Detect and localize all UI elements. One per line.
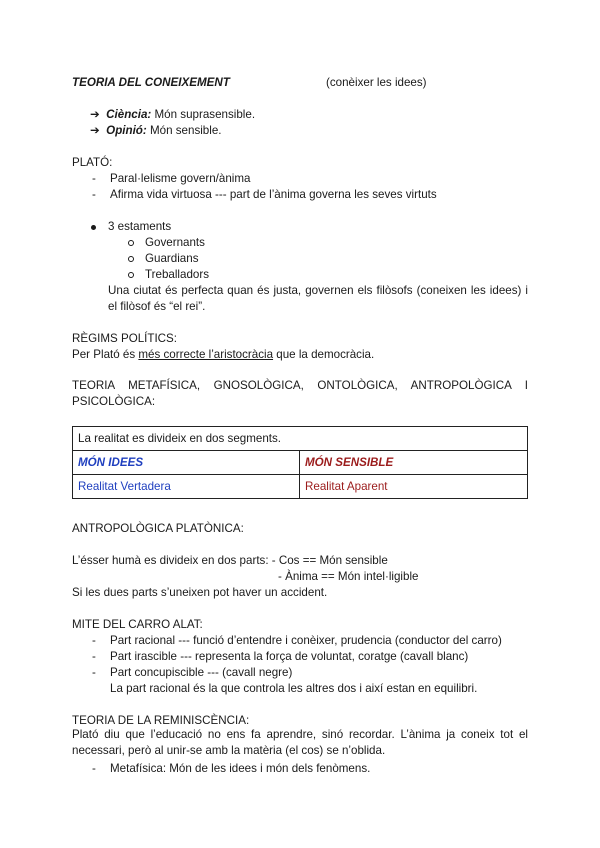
sub-list-item: Treballadors bbox=[145, 268, 210, 281]
dash-icon: - bbox=[92, 172, 96, 185]
document-subtitle: (conèixer les idees) bbox=[326, 76, 427, 89]
arrow-icon: ➔ bbox=[90, 124, 100, 137]
antropologica-line: - Ànima == Món intel·ligible bbox=[278, 570, 419, 583]
circle-bullet-icon bbox=[128, 272, 134, 278]
table-header-cell: La realitat es divideix en dos segments. bbox=[73, 427, 528, 451]
list-item: - Part racional --- funció d’entendre i conèixer, prudencia (conductor del carro) bbox=[92, 634, 502, 647]
table-cell-mon-sensible: MÓN SENSIBLE bbox=[300, 451, 528, 475]
arrow-text: Món suprasensible. bbox=[151, 108, 256, 121]
estaments-label: 3 estaments bbox=[108, 220, 172, 233]
table-row bbox=[73, 451, 528, 475]
table-row bbox=[73, 427, 528, 451]
table-cell-realitat-aparent: Realitat Aparent bbox=[300, 475, 528, 499]
segments-table bbox=[72, 426, 528, 499]
section-heading-antropologica: ANTROPOLÒGICA PLATÒNICA: bbox=[72, 522, 244, 535]
dash-icon: - bbox=[92, 188, 96, 201]
list-item: - Part irascible --- representa la força de voluntat, coratge (cavall blanc) bbox=[92, 650, 469, 663]
dash-icon: - bbox=[92, 650, 96, 663]
list-item: - Afirma vida virtuosa --- part de l’ànima governa les seves virtuts bbox=[92, 188, 437, 201]
section-heading-teoria: TEORIA METAFÍSICA, GNOSOLÒGICA, ONTOLÒGICA, ANTROPOLÒGICA I PSICOLÒGICA: bbox=[72, 379, 528, 408]
list-item: - Metafísica: Món de les idees i món dels fenòmens. bbox=[92, 762, 371, 775]
regims-text: Per Plató és més correcte l’aristocràcia que la democràcia. bbox=[72, 348, 375, 361]
table-row bbox=[73, 475, 528, 499]
section-heading-mite: MITE DEL CARRO ALAT: bbox=[72, 618, 203, 631]
list-item: - Part concupiscible --- (cavall negre) bbox=[92, 666, 293, 679]
table-cell-mon-idees: MÓN IDEES bbox=[73, 451, 300, 475]
list-item: - Paral·lelisme govern/ànima bbox=[92, 172, 251, 185]
reminiscencia-paragraph: Plató diu que l’educació no ens fa aprendre, sinó recordar. L’ànima ja coneix tot el necessari, però al unir-se amb la matèria (el cos) se n’oblida. bbox=[72, 728, 528, 757]
sub-list-item: Governants bbox=[145, 236, 205, 249]
arrow-label: Opinió: bbox=[106, 124, 147, 137]
arrow-icon: ➔ bbox=[90, 108, 100, 121]
arrow-item-opinio bbox=[90, 124, 222, 138]
section-heading-plato: PLATÓ: bbox=[72, 156, 113, 169]
document-title: TEORIA DEL CONEIXEMENT bbox=[72, 76, 230, 89]
dash-icon: - bbox=[92, 762, 96, 775]
table-cell-realitat-vertadera: Realitat Vertadera bbox=[73, 475, 300, 499]
arrow-text: Món sensible. bbox=[146, 124, 222, 137]
sub-list-item: Guardians bbox=[145, 252, 199, 265]
antropologica-line: Si les dues parts s’uneixen pot haver un accident. bbox=[72, 586, 328, 599]
ciutat-paragraph: Una ciutat és perfecta quan és justa, governen els filòsofs (coneixen les idees) i el filòsof és “el rei”. bbox=[108, 284, 528, 313]
arrow-label: Ciència: bbox=[106, 108, 152, 121]
underlined-text: més correcte l’aristocràcia bbox=[138, 348, 274, 361]
section-heading-regims: RÈGIMS POLÍTICS: bbox=[72, 332, 178, 345]
circle-bullet-icon bbox=[128, 256, 134, 262]
section-heading-reminiscencia: TEORIA DE LA REMINISCÈNCIA: bbox=[72, 714, 250, 727]
mite-note: La part racional és la que controla les altres dos i així estan en equilibri. bbox=[110, 682, 478, 695]
dash-icon: - bbox=[92, 666, 96, 679]
antropologica-line: L’ésser humà es divideix en dos parts: - Cos == Món sensible bbox=[72, 554, 388, 567]
arrow-item-ciencia bbox=[90, 108, 255, 122]
bullet-icon bbox=[91, 225, 96, 230]
circle-bullet-icon bbox=[128, 240, 134, 246]
dash-icon: - bbox=[92, 634, 96, 647]
